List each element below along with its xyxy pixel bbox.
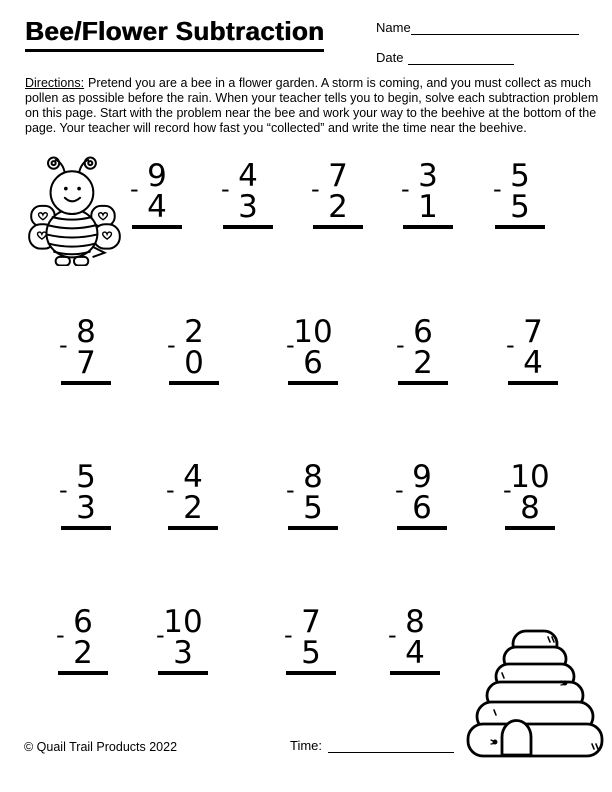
answer-line [169, 381, 219, 385]
minuend: 8 [76, 314, 96, 350]
minus-sign: - [401, 175, 410, 203]
worksheet-title: Bee/Flower Subtraction [25, 16, 324, 52]
answer-line [286, 671, 336, 675]
answer-line [313, 225, 363, 229]
name-row [376, 20, 579, 35]
minuend: 5 [510, 158, 530, 194]
minuend: 8 [303, 459, 323, 495]
minus-sign: - [59, 331, 68, 359]
minuend: 5 [76, 459, 96, 495]
directions [25, 76, 599, 136]
subtraction-problem [56, 604, 110, 675]
subtraction-problem [130, 158, 184, 229]
minus-sign: - [506, 331, 515, 359]
name-label: Name [376, 20, 411, 35]
minus-sign: - [395, 476, 404, 504]
minus-sign: - [59, 476, 68, 504]
minus-sign: - [286, 331, 295, 359]
subtrahend: 2 [183, 490, 203, 526]
answer-line [403, 225, 453, 229]
subtrahend: 2 [413, 345, 433, 381]
subtraction-problem [156, 604, 210, 675]
subtraction-problem [401, 158, 455, 229]
beehive-icon [464, 626, 606, 758]
minuend: 7 [523, 314, 543, 350]
subtrahend: 6 [303, 345, 323, 381]
answer-line [132, 225, 182, 229]
minuend: 9 [147, 158, 167, 194]
minuend: 6 [73, 604, 93, 640]
minuend: 7 [301, 604, 321, 640]
answer-line [61, 381, 111, 385]
subtrahend: 4 [523, 345, 543, 381]
subtraction-problem [388, 604, 442, 675]
minus-sign: - [396, 331, 405, 359]
subtraction-problem [59, 314, 113, 385]
subtrahend: 5 [303, 490, 323, 526]
date-blank-line [408, 51, 514, 65]
minus-sign: - [493, 175, 502, 203]
answer-line [61, 526, 111, 530]
time-row [290, 738, 454, 753]
answer-line [398, 381, 448, 385]
time-label: Time: [290, 738, 323, 753]
minuend: 8 [405, 604, 425, 640]
bee-head [51, 171, 94, 214]
subtraction-problem [286, 314, 340, 385]
answer-line [505, 526, 555, 530]
subtraction-problem [166, 459, 220, 530]
minuend: 6 [413, 314, 433, 350]
answer-line [390, 671, 440, 675]
minuend: 10 [163, 604, 203, 640]
minus-sign: - [130, 175, 139, 203]
subtraction-problem [493, 158, 547, 229]
subtrahend: 4 [405, 635, 425, 671]
minus-sign: - [503, 476, 512, 504]
subtrahend: 8 [520, 490, 540, 526]
minuend: 4 [183, 459, 203, 495]
minus-sign: - [156, 621, 165, 649]
minus-sign: - [166, 476, 175, 504]
answer-line [397, 526, 447, 530]
minuend: 3 [418, 158, 438, 194]
minuend: 7 [328, 158, 348, 194]
subtrahend: 5 [301, 635, 321, 671]
subtrahend: 6 [412, 490, 432, 526]
answer-line [495, 225, 545, 229]
subtrahend: 1 [418, 189, 438, 225]
copyright-text: © Quail Trail Products 2022 [24, 740, 178, 754]
subtraction-problem [395, 459, 449, 530]
minuend: 10 [510, 459, 550, 495]
minuend: 10 [293, 314, 333, 350]
subtraction-problem [396, 314, 450, 385]
minuend: 2 [184, 314, 204, 350]
subtraction-problem [503, 459, 557, 530]
minuend: 4 [238, 158, 258, 194]
minus-sign: - [311, 175, 320, 203]
bee-icon [28, 156, 122, 266]
minuend: 9 [412, 459, 432, 495]
minus-sign: - [388, 621, 397, 649]
date-row [376, 50, 514, 65]
subtrahend: 3 [173, 635, 193, 671]
answer-line [223, 225, 273, 229]
answer-line [168, 526, 218, 530]
subtrahend: 2 [328, 189, 348, 225]
subtraction-problem [506, 314, 560, 385]
subtraction-problem [59, 459, 113, 530]
time-blank-line [328, 739, 454, 753]
subtrahend: 2 [73, 635, 93, 671]
subtrahend: 3 [76, 490, 96, 526]
date-label: Date [376, 50, 404, 65]
subtraction-problem [311, 158, 365, 229]
subtrahend: 7 [76, 345, 96, 381]
subtrahend: 5 [510, 189, 530, 225]
minus-sign: - [56, 621, 65, 649]
bee-body [46, 209, 97, 257]
answer-line [58, 671, 108, 675]
subtraction-problem [286, 459, 340, 530]
subtrahend: 0 [184, 345, 204, 381]
subtraction-problem [221, 158, 275, 229]
answer-line [288, 526, 338, 530]
minus-sign: - [286, 476, 295, 504]
minus-sign: - [221, 175, 230, 203]
hive-door [502, 721, 531, 756]
answer-line [158, 671, 208, 675]
name-blank-line [411, 21, 579, 35]
subtrahend: 4 [147, 189, 167, 225]
hive-tiers [468, 631, 602, 756]
subtrahend: 3 [238, 189, 258, 225]
answer-line [508, 381, 558, 385]
subtraction-problem [284, 604, 338, 675]
minus-sign: - [284, 621, 293, 649]
subtraction-problem [167, 314, 221, 385]
directions-text: Pretend you are a bee in a flower garden. A storm is coming, and you must collect as much pollen as possible before the rain. When your teacher tells you to begin, solve each subtraction problem on this page. Start with the problem near the bee and work your way to the beehive at the bottom of the page. Your teacher will record how fast you “collected” and write the time near the beehive. [25, 76, 599, 135]
minus-sign: - [167, 331, 176, 359]
answer-line [288, 381, 338, 385]
directions-label: Directions: [25, 76, 85, 90]
